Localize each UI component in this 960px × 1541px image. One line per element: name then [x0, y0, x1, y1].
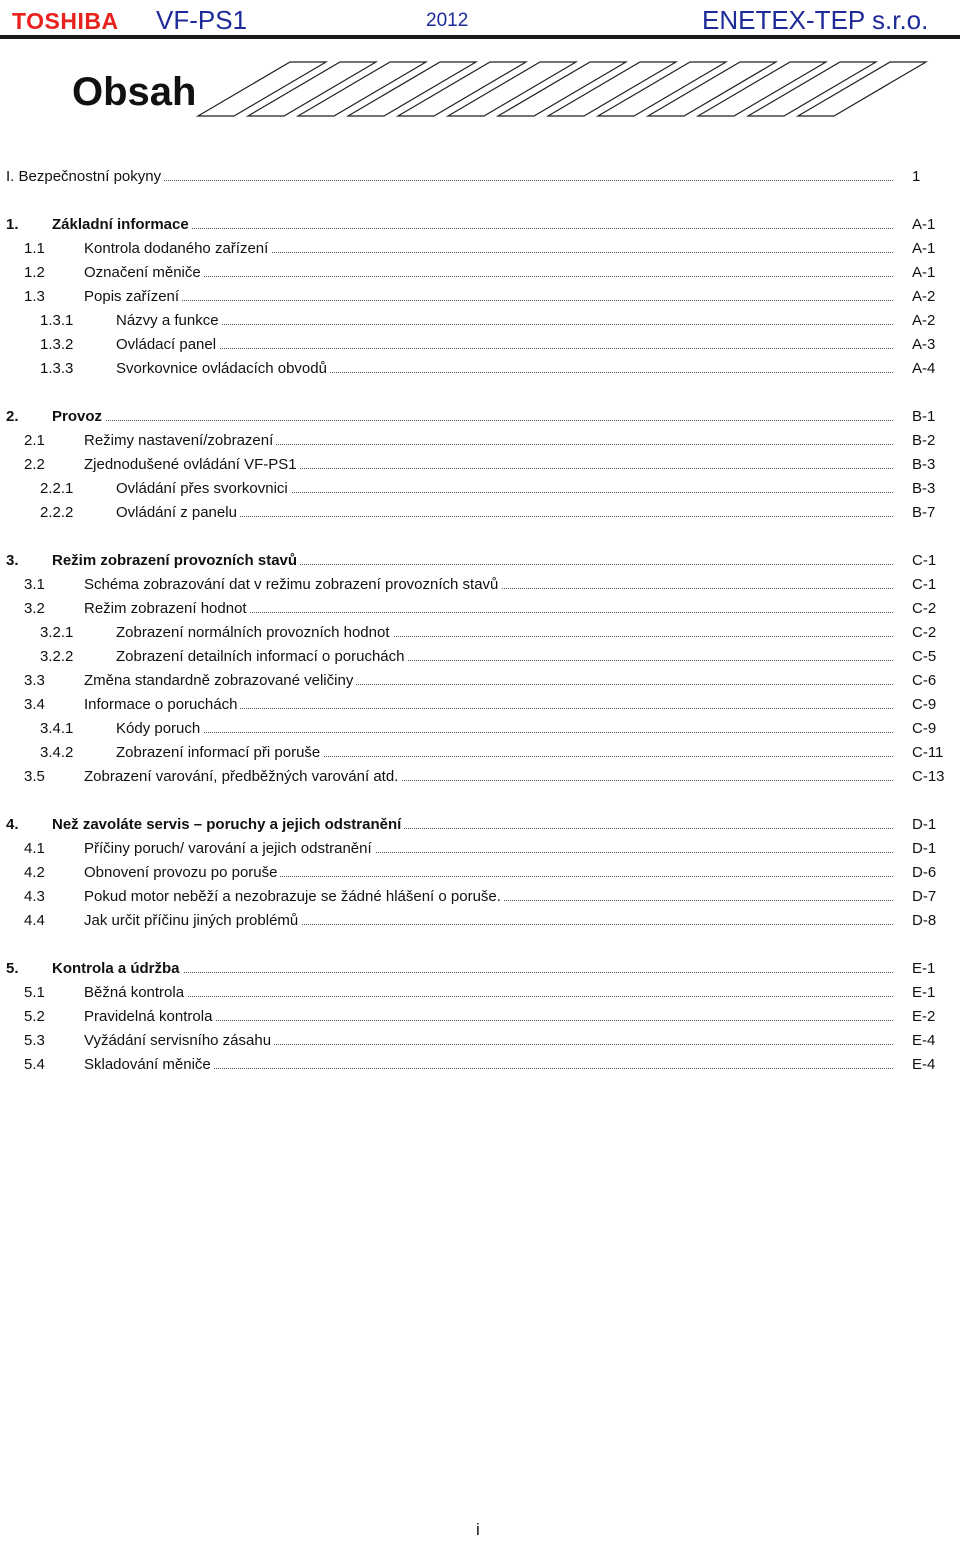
toc-entry-label: Zobrazení informací při poruše	[116, 742, 323, 764]
toc-entry[interactable]	[0, 430, 960, 452]
toc-entry-number: 4.2	[24, 864, 45, 881]
toc-entry-label: Příčiny poruch/ varování a jejich odstranění	[84, 838, 375, 860]
toc-entry-label: Zjednodušené ovládání VF-PS1	[84, 454, 300, 476]
toc-entry[interactable]	[0, 1006, 960, 1028]
toc-entry[interactable]	[0, 478, 960, 500]
toc-entry-number: 2.	[6, 408, 19, 425]
toc-entry-label: Zobrazení detailních informací o poruchách	[116, 646, 408, 668]
toc-entry[interactable]	[0, 982, 960, 1004]
toc-entry-page: A-3	[912, 336, 936, 353]
toc-entry-label: Kódy poruch	[116, 718, 203, 740]
toc-entry[interactable]	[0, 166, 960, 188]
toc-entry-number: 3.3	[24, 672, 45, 689]
toc-entry-page: C-9	[912, 720, 937, 737]
toc-entry[interactable]	[0, 886, 960, 908]
toc-entry-number: 5.3	[24, 1032, 45, 1049]
toc-entry-page: D-8	[912, 912, 937, 929]
toc-entry-label: Základní informace	[52, 214, 192, 236]
toc-entry[interactable]	[0, 742, 960, 764]
toc-entry[interactable]	[0, 574, 960, 596]
header-rule	[0, 35, 960, 39]
toc-entry-number: I. Bezpečnostní pokyny	[6, 166, 164, 188]
toc-entry-label: Schéma zobrazování dat v režimu zobrazení provozních stavů	[84, 574, 501, 596]
toc-entry-page: D-1	[912, 840, 937, 857]
toc-entry[interactable]	[0, 622, 960, 644]
toc-entry[interactable]	[0, 862, 960, 884]
toc-entry-number: 4.	[6, 816, 19, 833]
toc-entry-number: 2.2.2	[40, 504, 74, 521]
toc-entry[interactable]	[0, 502, 960, 524]
toc-entry[interactable]	[0, 1030, 960, 1052]
toc-dot-leader	[136, 732, 893, 733]
toc-entry-number: 3.2.2	[40, 648, 74, 665]
toc-entry-page: C-5	[912, 648, 937, 665]
toc-entry-label: Označení měniče	[84, 262, 204, 284]
toc-entry-number: 3.4	[24, 696, 45, 713]
page-title: Obsah	[72, 70, 197, 114]
toc-entry-label: Popis zařízení	[84, 286, 182, 308]
toc-entry-number: 3.4.2	[40, 744, 74, 761]
toc-entry-label: Změna standardně zobrazované veličiny	[84, 670, 356, 692]
toc-entry-page: C-6	[912, 672, 937, 689]
toc-entry[interactable]	[0, 694, 960, 716]
toc-entry-page: B-7	[912, 504, 936, 521]
header-company: ENETEX-TEP s.r.o.	[702, 5, 929, 35]
toc-entry[interactable]	[0, 286, 960, 308]
toc-entry-page: C-2	[912, 600, 937, 617]
toc-entry-page: C-2	[912, 624, 937, 641]
toc-entry-number: 3.4.1	[40, 720, 74, 737]
toc-entry-page: 1	[912, 168, 921, 185]
toc-entry[interactable]	[0, 598, 960, 620]
toc-entry-number: 1.3.1	[40, 312, 74, 329]
toc-dot-leader	[136, 324, 893, 325]
toc-entry-label: Běžná kontrola	[84, 982, 187, 1004]
toc-entry-label: Zobrazení normálních provozních hodnot	[116, 622, 393, 644]
toc-entry-label: Kontrola a údržba	[52, 958, 183, 980]
toc-entry-page: A-1	[912, 216, 936, 233]
footer-page-number: i	[476, 1520, 480, 1539]
toc-entry[interactable]	[0, 238, 960, 260]
toc-entry[interactable]	[0, 454, 960, 476]
toc-entry[interactable]	[0, 358, 960, 380]
toshiba-logo: TOSHIBA	[12, 8, 119, 34]
toc-entry-label: Informace o poruchách	[84, 694, 240, 716]
toc-entry[interactable]	[0, 262, 960, 284]
toc-entry-label: Jak určit příčinu jiných problémů	[84, 910, 301, 932]
toc-dot-leader	[104, 300, 893, 301]
toc-dot-leader	[136, 516, 893, 517]
toc-entry-number: 1.3.2	[40, 336, 74, 353]
toc-entry[interactable]	[0, 550, 960, 572]
toc-entry-label: Ovládání z panelu	[116, 502, 240, 524]
toc-entry-label: Než zavoláte servis – poruchy a jejich odstranění	[52, 814, 404, 836]
toc-entry[interactable]	[0, 718, 960, 740]
toc-entry-page: D-6	[912, 864, 937, 881]
toc-entry[interactable]	[0, 766, 960, 788]
toc-entry-page: A-1	[912, 240, 936, 257]
toc-entry-number: 1.1	[24, 240, 45, 257]
toc-entry-label: Názvy a funkce	[116, 310, 222, 332]
toc-dot-leader	[72, 228, 893, 229]
toc-dot-leader	[104, 276, 893, 277]
toc-entry-number: 1.3	[24, 288, 45, 305]
toc-entry-page: A-1	[912, 264, 936, 281]
toc-entry-page: C-9	[912, 696, 937, 713]
toc-dot-leader	[72, 972, 893, 973]
toc-dot-leader	[104, 1068, 893, 1069]
toc-entry-number: 3.2	[24, 600, 45, 617]
toc-dot-leader	[104, 996, 893, 997]
toc-entry-number: 1.2	[24, 264, 45, 281]
toc-entry[interactable]	[0, 814, 960, 836]
header-model: VF-PS1	[156, 5, 248, 35]
toc-entry-label: Kontrola dodaného zařízení	[84, 238, 271, 260]
toc-entry[interactable]	[0, 334, 960, 356]
toc-entry-label: Režim zobrazení provozních stavů	[52, 550, 300, 572]
toc-entry-page: A-4	[912, 360, 936, 377]
toc-entry-number: 2.2	[24, 456, 45, 473]
toc-entry-page: A-2	[912, 288, 936, 305]
toc-dot-leader	[104, 1020, 893, 1021]
toc-entry-label: Skladování měniče	[84, 1054, 214, 1076]
toc-entry[interactable]	[0, 838, 960, 860]
toc-entry-page: B-2	[912, 432, 936, 449]
toc-entry-label: Obnovení provozu po poruše	[84, 862, 280, 884]
toc-dot-leader	[72, 420, 893, 421]
toc-entry[interactable]	[0, 910, 960, 932]
toc-dot-leader	[136, 348, 893, 349]
toc-entry-number: 1.	[6, 216, 19, 233]
toc-entry-page: C-11	[912, 744, 944, 761]
toc-entry-label: Provoz	[52, 406, 105, 428]
toc-entry-label: Pravidelná kontrola	[84, 1006, 215, 1028]
toc-entry-label: Režimy nastavení/zobrazení	[84, 430, 276, 452]
toc-entry-number: 4.1	[24, 840, 45, 857]
toc-entry[interactable]	[0, 310, 960, 332]
toc-entry-page: B-3	[912, 480, 936, 497]
toc-entry-label: Ovládací panel	[116, 334, 219, 356]
header-year: 2012	[426, 10, 469, 31]
toc-entry[interactable]	[0, 406, 960, 428]
toc-entry-label: Režim zobrazení hodnot	[84, 598, 250, 620]
toc-entry-page: C-1	[912, 552, 937, 569]
document-header	[6, 2, 960, 36]
toc-entry-number: 3.1	[24, 576, 45, 593]
toc-entry[interactable]	[0, 214, 960, 236]
toc-entry[interactable]	[0, 1054, 960, 1076]
toc-entry-page: C-1	[912, 576, 937, 593]
toc-entry-number: 3.	[6, 552, 19, 569]
toc-entry-number: 5.	[6, 960, 19, 977]
toc-entry-page: D-1	[912, 816, 937, 833]
toc-entry-number: 4.3	[24, 888, 45, 905]
toc-entry-page: E-4	[912, 1056, 936, 1073]
toc-entry[interactable]	[0, 958, 960, 980]
toc-entry-page: A-2	[912, 312, 936, 329]
toc-entry[interactable]	[0, 646, 960, 668]
toc-entry-label: Svorkovnice ovládacích obvodů	[116, 358, 330, 380]
toc-entry-number: 3.2.1	[40, 624, 74, 641]
decorative-stripes	[180, 56, 940, 120]
toc-entry-label: Zobrazení varování, předběžných varování atd.	[84, 766, 401, 788]
toc-entry-page: B-1	[912, 408, 936, 425]
toc-entry-page: D-7	[912, 888, 937, 905]
toc-entry-label: Pokud motor neběží a nezobrazuje se žádné hlášení o poruše.	[84, 886, 504, 908]
toc-entry[interactable]	[0, 670, 960, 692]
toc-entry-number: 5.2	[24, 1008, 45, 1025]
toc-entry-number: 2.1	[24, 432, 45, 449]
toc-entry-number: 2.2.1	[40, 480, 74, 497]
toc-entry-page: C-13	[912, 768, 945, 785]
toc-entry-page: E-1	[912, 960, 936, 977]
toc-entry-number: 5.4	[24, 1056, 45, 1073]
toc-entry-label: Ovládání přes svorkovnici	[116, 478, 291, 500]
toc-entry-page: E-1	[912, 984, 936, 1001]
toc-entry-number: 4.4	[24, 912, 45, 929]
toc-entry-number: 5.1	[24, 984, 45, 1001]
toc-entry-label: Vyžádání servisního zásahu	[84, 1030, 274, 1052]
toc-entry-page: E-4	[912, 1032, 936, 1049]
toc-entry-page: B-3	[912, 456, 936, 473]
toc-entry-number: 1.3.3	[40, 360, 74, 377]
toc-entry-page: E-2	[912, 1008, 936, 1025]
toc-entry-number: 3.5	[24, 768, 45, 785]
